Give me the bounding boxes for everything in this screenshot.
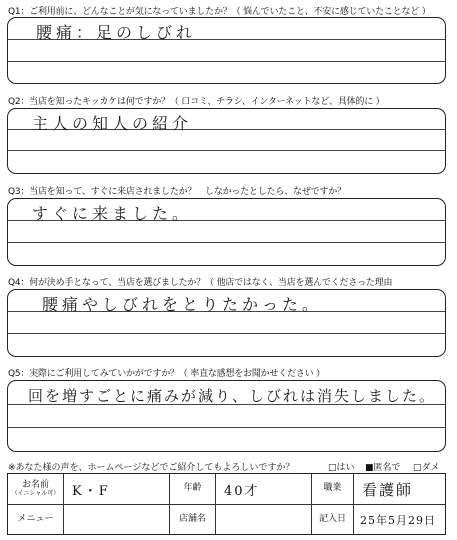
answer-box-4 (7, 289, 446, 357)
question-2-text: Q2：当店を知ったキッカケは何ですか？（ 口コミ、チラシ、インターネットなど、具体的に ） (8, 97, 385, 107)
ruled-line (8, 150, 445, 151)
consent-option-anonymous[interactable]: ■匿名で (365, 463, 401, 473)
answer-2-handwriting: 主人の知人の紹介 (32, 114, 193, 133)
ruled-line (8, 333, 445, 334)
question-4-text: Q4：何が決め手となって、当店を選びましたか？（ 他店ではなく、当店を選んでくださった理由 (8, 278, 393, 288)
age-label: 年齢 (170, 474, 216, 505)
name-sublabel: （イニシャル可） (11, 489, 60, 497)
answer-4-handwriting: 腰痛やしびれをとりたかった。 (42, 295, 323, 314)
answer-5-handwriting: 回を増すごとに痛みが減り、しびれは消失しました。 (28, 387, 437, 405)
answer-1-handwriting: 腰痛：足のしびれ (36, 23, 197, 42)
store-label: 店舗名 (170, 505, 216, 534)
answer-box-5 (7, 380, 446, 452)
menu-label: メニュー (8, 505, 64, 534)
job-label: 職業 (312, 474, 354, 505)
ruled-line (8, 242, 445, 243)
menu-value (64, 505, 170, 534)
consent-question: ※あなた様の声を、ホームページなどでご紹介してもよろしいですか？ (8, 463, 295, 473)
ruled-line (8, 61, 445, 62)
age-value: 40才 (216, 474, 312, 505)
consent-option-yes[interactable]: □はい (328, 463, 355, 473)
consent-option-no[interactable]: □ダメ (413, 463, 440, 473)
question-3-text: Q3：当店を知って、すぐに来店されましたか？ しなかったとしたら、なぜですか？ (8, 187, 346, 197)
question-1-text: Q1：ご利用前に、どんなことが気になっていましたか？（ 悩んでいたこと、不安に感じていたことなど ） (8, 7, 431, 17)
date-value: 25年5月29日 (360, 513, 436, 527)
date-label: 記入日 (312, 505, 354, 534)
question-5-text: Q5：実際にご利用してみていかがですか？（ 率直な感想をお聞かせください ） (8, 369, 325, 379)
name-label-cell (8, 474, 64, 505)
name-value: K・F (64, 474, 170, 505)
answer-box-1 (7, 17, 446, 84)
answer-box-2 (7, 108, 446, 174)
store-value (216, 505, 312, 534)
name-label: お名前 (21, 480, 49, 491)
answer-box-3 (7, 198, 446, 266)
answer-3-handwriting: すぐに来ました。 (32, 204, 193, 223)
consent-row (8, 460, 449, 473)
job-value: 看護師 (354, 474, 445, 505)
ruled-line (8, 427, 445, 428)
customer-info-table (7, 473, 446, 535)
